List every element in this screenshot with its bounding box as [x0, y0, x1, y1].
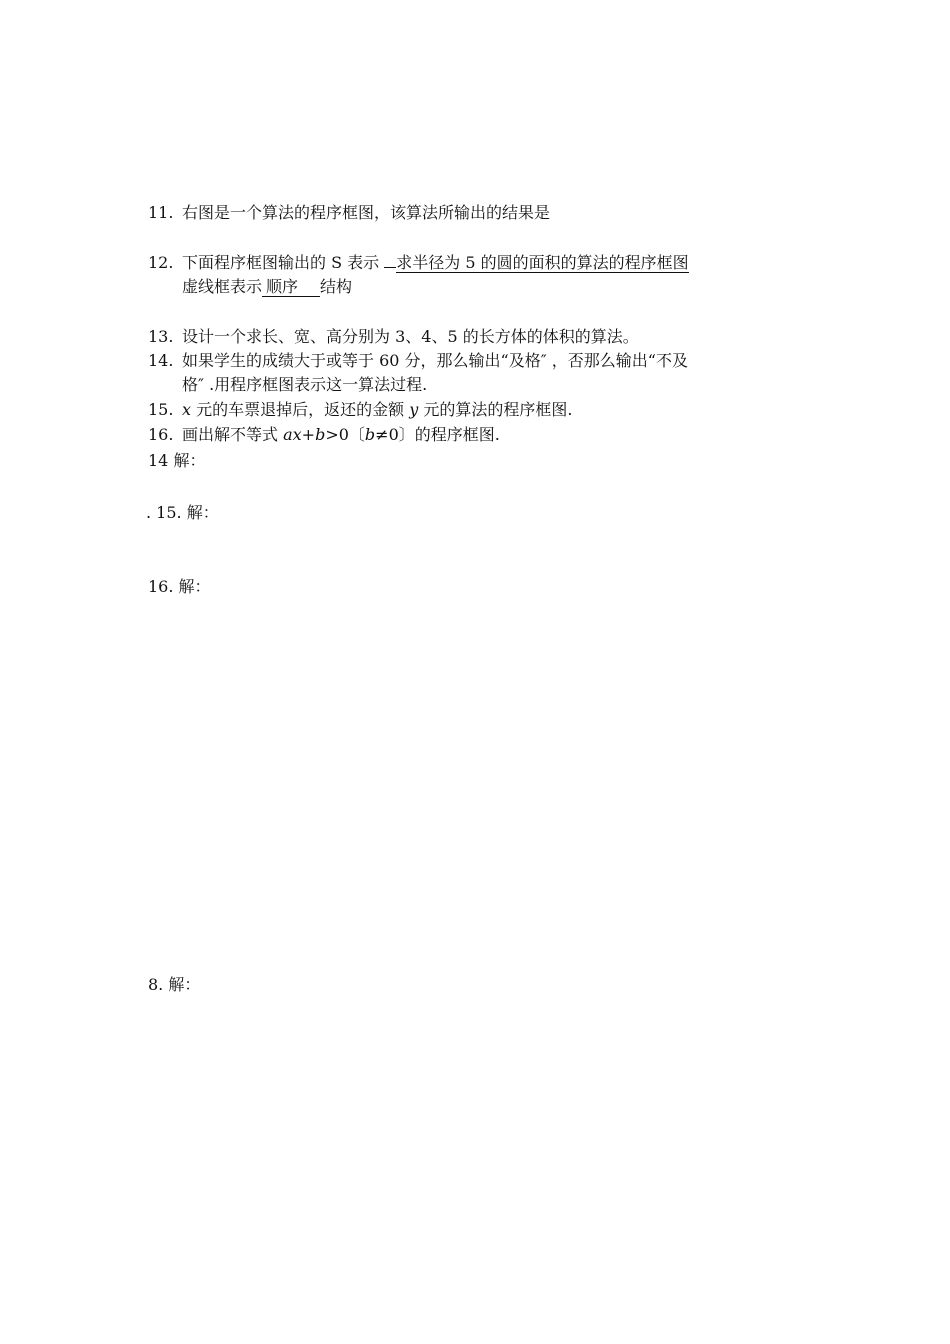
variable-b: b — [315, 425, 326, 444]
question-number: 11. — [148, 203, 174, 222]
question-number: 12. — [148, 253, 174, 272]
question-number: 13. — [148, 327, 174, 346]
solution-8-label: 8. 解： — [148, 975, 201, 994]
solution-14-label: 14 解： — [148, 451, 206, 470]
answer-blank-lead — [384, 267, 396, 268]
variable-b: b — [364, 425, 376, 444]
variable-x: x — [182, 400, 192, 419]
question-text: 下面程序框图输出的 S 表示 — [182, 253, 385, 272]
question-text: 如果学生的成绩大于或等于 60 分，那么输出“及格″ ，否那么输出“不及 — [182, 351, 688, 370]
question-text: 设计一个求长、宽、高分别为 3、4、5 的长方体的体积的算法。 — [182, 327, 639, 346]
question-14-line-2 — [182, 374, 427, 396]
question-text: 格″ .用程序框图表示这一算法过程. — [182, 375, 428, 394]
question-text: 画出解不等式 — [182, 425, 284, 444]
question-text: 元的车票退掉后，返还的金额 — [191, 400, 410, 419]
question-15 — [148, 399, 572, 421]
solution-15-label: . 15. 解： — [146, 503, 219, 522]
question-14-line-1 — [148, 350, 688, 372]
answer-fill: 顺序 — [262, 278, 320, 297]
expression-ax: ax — [283, 425, 302, 444]
solution-16-label: 16. 解： — [148, 577, 211, 596]
question-text: >0〔 — [325, 425, 365, 444]
question-text: 虚线框表示 — [182, 277, 263, 296]
question-12-line-1 — [148, 252, 689, 274]
question-number: 14. — [148, 351, 174, 370]
answer-fill: 求半径为 5 的圆的面积的算法的程序框图 — [396, 253, 689, 272]
question-16 — [148, 424, 500, 446]
question-number: 15. — [148, 400, 174, 419]
question-text: 元的算法的程序框图. — [418, 400, 573, 419]
question-text: 右图是一个算法的程序框图，该算法所输出的结果是 — [182, 203, 551, 222]
question-11 — [148, 202, 550, 224]
question-number: 16. — [148, 425, 174, 444]
variable-y: y — [409, 400, 419, 419]
question-text: ≠0〕的程序框图. — [375, 425, 500, 444]
question-12-line-2 — [182, 276, 352, 298]
question-13 — [148, 326, 639, 348]
question-text: 结构 — [320, 277, 353, 296]
plus-sign: + — [301, 425, 316, 444]
